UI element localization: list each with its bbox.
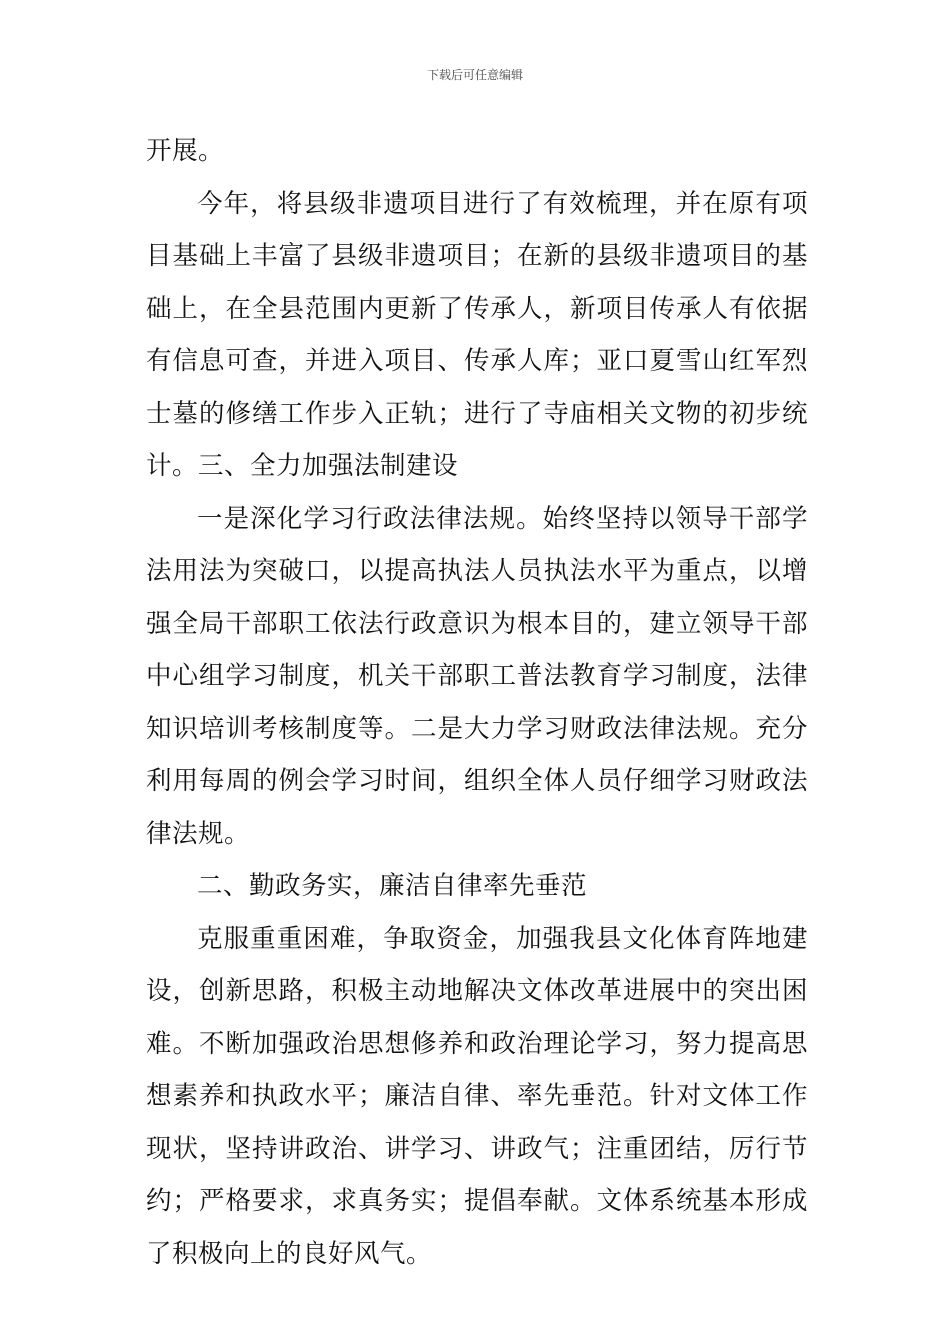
- section-heading: 二、勤政务实，廉洁自律率先垂范: [197, 871, 588, 901]
- paragraph-1: 开展。: [146, 136, 225, 166]
- document-body: [146, 125, 808, 1280]
- paragraph-4: 克服重重困难，争取资金，加强我县文化体育阵地建设，创新思路，积极主动地解决文体改革进展中的突出困难。不断加强政治思想修养和政治理论学习，努力提高思想素养和执政水平；廉洁自律、率先垂范。针对文体工作现状，坚持讲政治、讲学习、讲政气；注重团结，厉行节约；严格要求，求真务实；提倡奉献。文体系统基本形成了积极向上的良好风气。: [146, 923, 808, 1269]
- page-header: 下载后可任意编辑: [426, 68, 523, 82]
- paragraph-3: 一是深化学习行政法律法规。始终坚持以领导干部学法用法为突破口，以提高执法人员执法水平为重点，以增强全局干部职工依法行政意识为根本目的，建立领导干部中心组学习制度，机关干部职工普法教育学习制度，法律知识培训考核制度等。二是大力学习财政法律法规。充分利用每周的例会学习时间，组织全体人员仔细学习财政法律法规。: [146, 503, 808, 849]
- paragraph-2: 今年，将县级非遗项目进行了有效梳理，并在原有项目基础上丰富了县级非遗项目；在新的县级非遗项目的基础上，在全县范围内更新了传承人，新项目传承人有依据有信息可查，并进入项目、传承人库；亚口夏雪山红军烈士墓的修缮工作步入正轨；进行了寺庙相关文物的初步统计。三、全力加强法制建设: [146, 188, 808, 481]
